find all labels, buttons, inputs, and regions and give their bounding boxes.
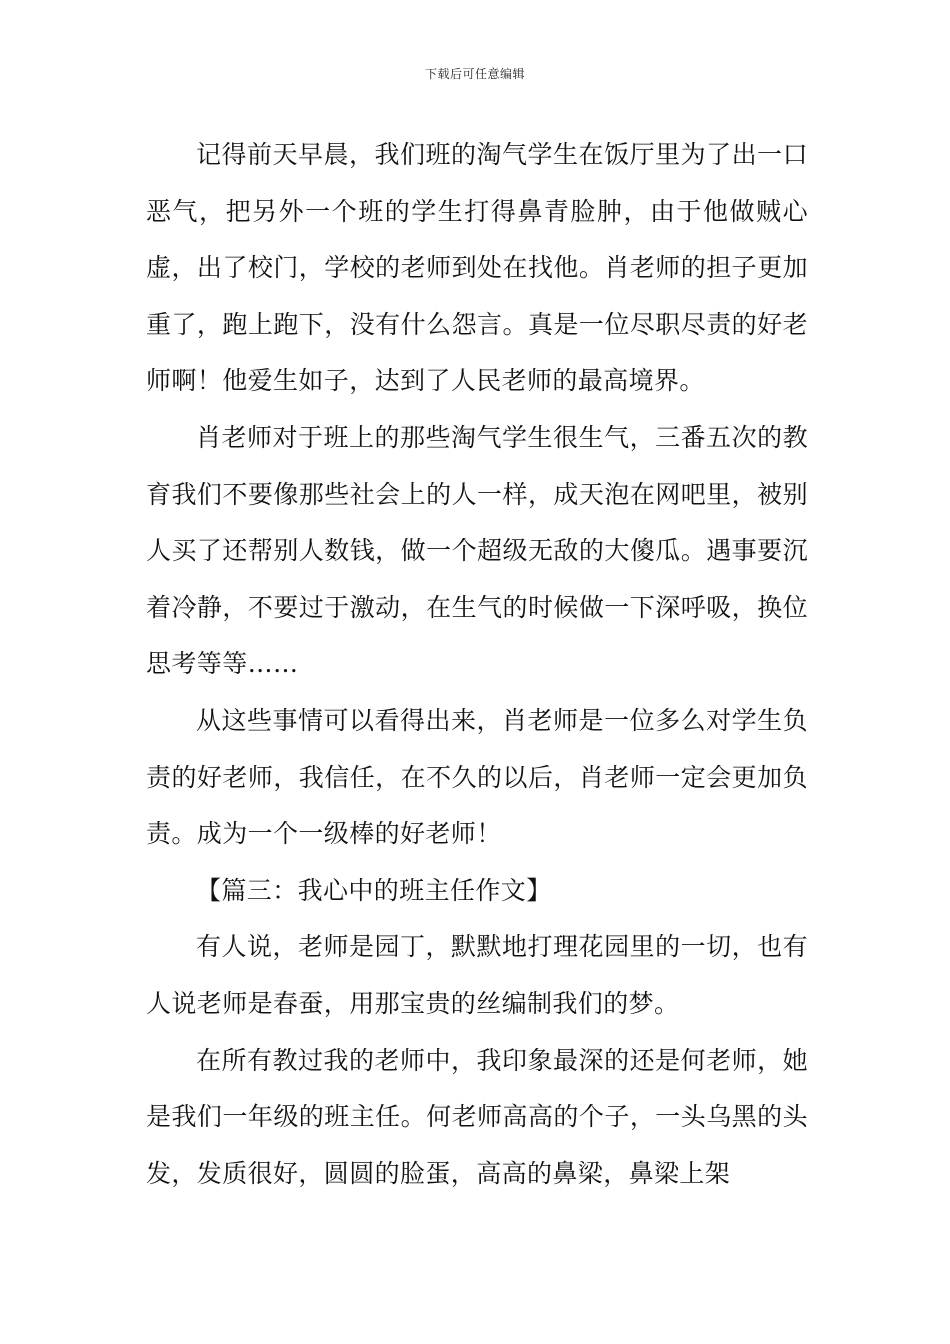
paragraph-2: 肖老师对于班上的那些淘气学生很生气，三番五次的教育我们不要像那些社会上的人一样，成天泡在网吧里，被别人买了还帮别人数钱，做一个超级无敌的大傻瓜。遇事要沉着冷静，不要过于激动，在生气的时候做一下深呼吸，换位思考等等…… [146,422,808,679]
section-heading: 【篇三：我心中的班主任作文】 [196,875,552,905]
paragraph-3: 从这些事情可以看得出来，肖老师是一位多么对学生负责的好老师，我信任，在不久的以后，肖老师一定会更加负责。成为一个一级棒的好老师！ [146,705,808,849]
paragraph-1: 记得前天早晨，我们班的淘气学生在饭厅里为了出一口恶气，把另外一个班的学生打得鼻青脸肿，由于他做贼心虚，出了校门，学校的老师到处在找他。肖老师的担子更加重了，跑上跑下，没有什么怨言。真是一位尽职尽责的好老师啊！他爱生如子，达到了人民老师的最高境界。 [146,140,808,396]
paragraph-5: 在所有教过我的老师中，我印象最深的还是何老师，她是我们一年级的班主任。何老师高高的个子，一头乌黑的头发，发质很好，圆圆的脸蛋，高高的鼻梁，鼻梁上架 [146,1045,808,1188]
page-header: 下载后可任意编辑 [424,67,525,81]
paragraph-4: 有人说，老师是园丁，默默地打理花园里的一切，也有人说老师是春蚕，用那宝贵的丝编制我们的梦。 [146,932,808,1018]
document-body [146,127,808,1202]
